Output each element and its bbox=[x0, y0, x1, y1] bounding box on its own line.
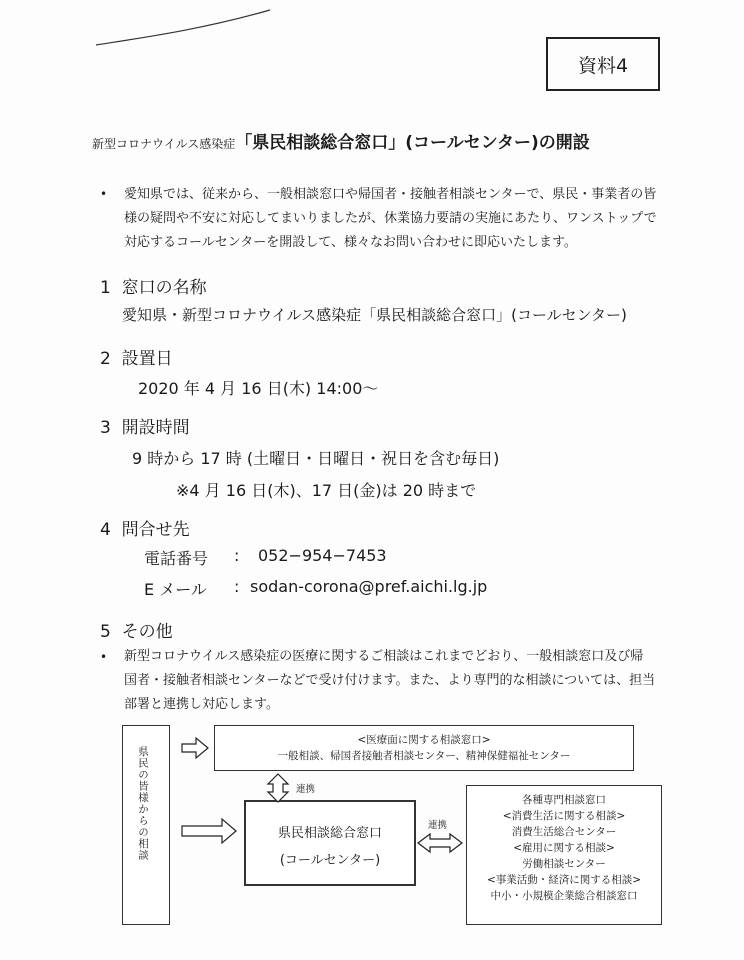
section-3-hours: 9 時から 17 時 (土曜日・日曜日・祝日を含む毎日) bbox=[132, 449, 500, 468]
email-separator: : bbox=[234, 577, 240, 596]
section-1-heading: 1 窓口の名称 bbox=[100, 278, 207, 298]
call-center-subtitle: (コールセンター) bbox=[279, 853, 381, 868]
document-label: 資料4 bbox=[546, 37, 660, 91]
phone-separator: : bbox=[234, 546, 240, 565]
specialist-line: <消費生活に関する相談> bbox=[502, 810, 626, 822]
intro-line: 対応するコールセンターを開設して、様々なお問い合わせに即応いたします。 bbox=[124, 235, 577, 250]
intro-bullet: • bbox=[100, 187, 108, 201]
email-address: sodan-corona@pref.aichi.lg.jp bbox=[250, 577, 488, 596]
link-label-vertical: 連携 bbox=[296, 784, 316, 795]
title-prefix: 新型コロナウイルス感染症 bbox=[92, 137, 236, 151]
section-5-line: 部署と連携し対応します。 bbox=[124, 697, 279, 712]
specialist-line: <事業活動・経済に関する相談> bbox=[486, 874, 642, 886]
specialist-line: 中小・小規模企業総合相談窓口 bbox=[490, 890, 638, 902]
specialist-line: 労働相談センター bbox=[522, 858, 606, 870]
section-3-note: ※4 月 16 日(木)、17 日(金)は 20 時まで bbox=[176, 481, 477, 500]
section-5-line: 国者・接触者相談センターなどで受け付けます。また、より専門的な相談については、担当 bbox=[124, 673, 656, 688]
arrow-to-call-center bbox=[182, 819, 236, 843]
section-1-body: 愛知県・新型コロナウイルス感染症「県民相談総合窓口」(コールセンター) bbox=[122, 306, 627, 324]
section-5-heading: 5 その他 bbox=[100, 622, 173, 642]
specialist-line: 各種専門相談窓口 bbox=[522, 794, 606, 806]
phone-number: 052−954−7453 bbox=[258, 546, 387, 565]
section-5-bullet: • bbox=[100, 650, 108, 664]
intro-line: 愛知県では、従来から、一般相談窓口や帰国者・接触者相談センターで、県民・事業者の皆 bbox=[124, 187, 657, 202]
intro-line: 様の疑問や不安に対応してまいりましたが、休業協力要請の実施にあたり、ワンストップで bbox=[124, 211, 657, 226]
phone-label: 電話番号 bbox=[144, 549, 209, 568]
section-5-line: 新型コロナウイルス感染症の医療に関するご相談はこれまでどおり、一般相談窓口及び帰 bbox=[124, 649, 644, 664]
horizontal-link-arrow bbox=[418, 834, 462, 852]
section-4-heading: 4 問合せ先 bbox=[100, 520, 190, 540]
citizens-label: 県民の皆様からの相談 bbox=[137, 746, 149, 861]
specialist-line: 消費生活総合センター bbox=[511, 826, 617, 838]
section-3-heading: 3 開設時間 bbox=[100, 418, 190, 438]
link-label-horizontal: 連携 bbox=[428, 820, 448, 831]
arrow-to-medical bbox=[182, 738, 208, 758]
call-center-name: 県民相談総合窓口 bbox=[277, 826, 382, 841]
specialist-line: <雇用に関する相談> bbox=[513, 842, 615, 854]
email-label: E メール bbox=[144, 580, 207, 599]
medical-box-title: <医療面に関する相談窓口> bbox=[357, 734, 491, 746]
section-2-body: 2020 年 4 月 16 日(木) 14:00〜 bbox=[138, 379, 379, 398]
section-2-heading: 2 設置日 bbox=[100, 349, 173, 369]
title-main: 「県民相談総合窓口」(コールセンター)の開設 bbox=[235, 133, 590, 153]
vertical-link-arrow bbox=[268, 774, 288, 802]
medical-box-body: 一般相談、帰国者接触者相談センター、精神保健福祉センター bbox=[277, 750, 571, 762]
